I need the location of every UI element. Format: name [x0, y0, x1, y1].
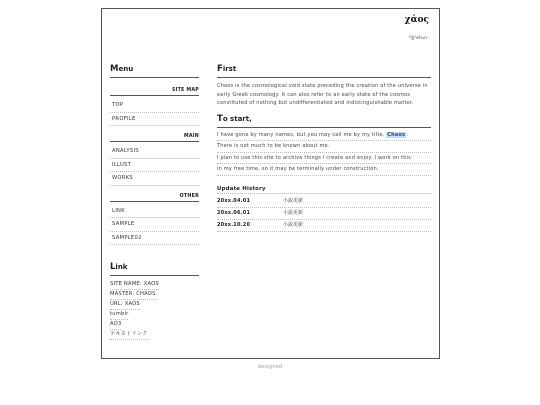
link-heading [110, 262, 199, 276]
update-text: 小説更新 [283, 221, 304, 228]
start-line: I plan to use this site to archive things I create and enjoy. I work on this [217, 153, 431, 165]
menu-item-illust[interactable]: ILLUST [110, 159, 199, 173]
update-row [217, 220, 431, 232]
menu-group-sitemap [110, 88, 199, 126]
update-row [217, 196, 431, 208]
link-heading-initial: L [110, 262, 116, 272]
menu-group-other [110, 194, 199, 246]
menu-item-sample02[interactable]: SAMPLE02 [110, 232, 199, 246]
highlighted-title: Chaos [387, 131, 406, 138]
first-heading-initial: F [217, 64, 223, 74]
intro-paragraph: Chaos is the cosmological void state preceding the creation of the universe in early Greek cosmology. It can also refer to an early state of the cosmos constituted of nothing but undifferentiated and indistinguishable matter. [217, 83, 428, 107]
sidebar [110, 64, 199, 340]
start-heading-rest: o start, [222, 114, 252, 123]
main-content [217, 64, 431, 232]
update-row [217, 208, 431, 220]
menu-item-analysis[interactable]: ANALYSIS [110, 145, 199, 159]
start-heading [217, 114, 431, 128]
first-heading [217, 64, 431, 78]
page-frame [101, 8, 440, 359]
update-text: 小説更新 [283, 197, 304, 204]
menu-item-profile[interactable]: PROFILE [110, 113, 199, 127]
footer-credit[interactable]: designed [257, 364, 283, 370]
menu-item-sample[interactable]: SAMPLE [110, 218, 199, 232]
menu-heading [110, 64, 199, 78]
menu-heading-rest: enu [118, 65, 134, 73]
link-site-name: SITE NAME: XAOS [110, 280, 159, 290]
group-title-main: MAIN [110, 134, 199, 142]
menu-group-main [110, 134, 199, 186]
update-date: 20xx.10.20 [217, 221, 251, 228]
link-heading-rest: ink [115, 263, 128, 271]
start-line1-post: . [406, 131, 409, 138]
update-date: 20xx.06.01 [217, 209, 251, 216]
link-ao3[interactable]: AO3 [110, 320, 121, 330]
site-title[interactable]: χάος [404, 15, 429, 25]
menu-heading-initial: M [110, 64, 119, 74]
site-subtitle: *ĝʰeh₂n- [408, 36, 429, 41]
menu-item-link[interactable]: LINK [110, 205, 199, 219]
first-heading-rest: irst [222, 65, 237, 73]
start-heading-initial: T [217, 113, 223, 124]
link-text-link[interactable]: テキストリンク [110, 330, 148, 340]
menu-item-top[interactable]: TOP [110, 99, 199, 113]
menu-item-works[interactable]: WORKS [110, 172, 199, 186]
link-master: MASTER: CHAOS [110, 290, 156, 300]
update-text: 小説更新 [283, 209, 304, 216]
group-title-other: OTHER [110, 194, 199, 202]
update-date: 20xx.04.01 [217, 197, 251, 204]
start-line: There is not much to be known about me. [217, 141, 431, 153]
link-url[interactable]: URL: XAOS [110, 300, 140, 310]
group-title-sitemap: SITE MAP [110, 88, 199, 96]
start-line1-pre: I have gone by many names, but you may call me by my title, [217, 131, 387, 138]
update-history-title: Update History [217, 185, 266, 192]
link-tumblr[interactable]: tumblr [110, 310, 128, 320]
start-line: in my free time, so it may be terminally under construction. [217, 164, 431, 176]
start-line [217, 130, 431, 142]
